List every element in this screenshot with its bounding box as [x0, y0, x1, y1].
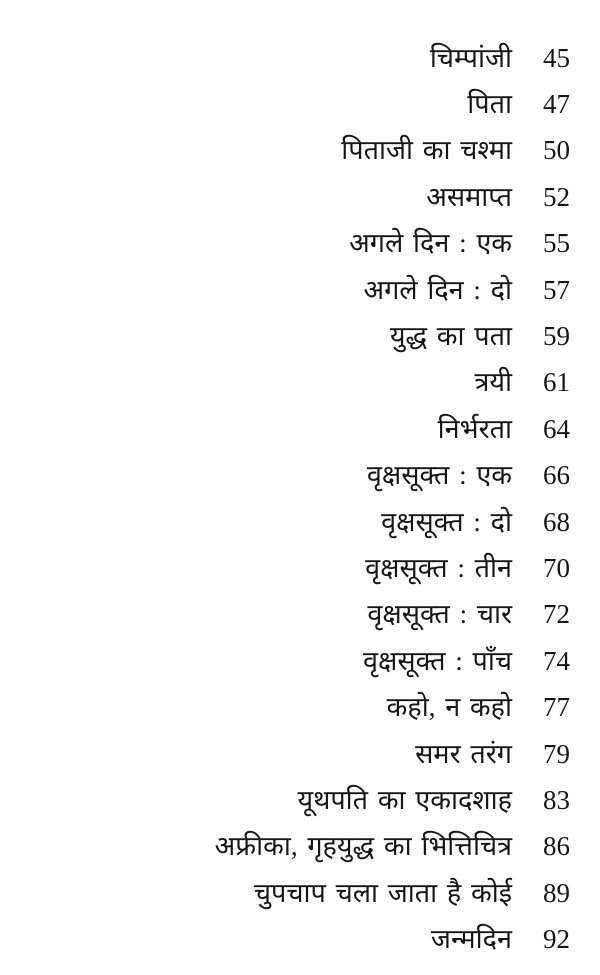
toc-entry-row: [0, 824, 600, 870]
toc-entry-title: अगले दिन : एक: [349, 228, 512, 259]
toc-entry-row: [0, 777, 600, 823]
toc-entry-title: त्रयी: [474, 367, 512, 398]
toc-entry-row: [0, 499, 600, 545]
toc-entry-page-number: 83: [543, 784, 570, 815]
toc-entry-page-number: 89: [543, 877, 570, 908]
toc-entry-title: जन्मदिन: [430, 924, 512, 955]
toc-entry-page-number: 52: [543, 181, 570, 212]
toc-entry-title: वृक्षसूक्त : चार: [367, 599, 512, 630]
toc-entry-title: यूथपति का एकादशाह: [297, 784, 512, 815]
toc-entry-page-number: 79: [543, 738, 570, 769]
toc-entry-row: [0, 360, 600, 406]
toc-entry-row: [0, 638, 600, 684]
toc-entry-page-number: 92: [543, 924, 570, 955]
toc-entry-row: [0, 592, 600, 638]
toc-entry-row: [0, 221, 600, 267]
toc-entry-title: अगले दिन : दो: [363, 274, 512, 305]
toc-entry-row: [0, 870, 600, 916]
toc-entry-page-number: 59: [543, 321, 570, 352]
toc-entry-row: [0, 313, 600, 359]
toc-entry-title: समर तरंग: [415, 738, 512, 769]
toc-entry-title: पिताजी का चश्मा: [341, 135, 512, 166]
toc-entry-title: निर्भरता: [437, 413, 512, 444]
toc-entry-row: [0, 174, 600, 220]
toc-entry-row: [0, 406, 600, 452]
toc-entry-row: [0, 128, 600, 174]
toc-list: [0, 35, 600, 963]
toc-entry-row: [0, 731, 600, 777]
toc-entry-title: वृक्षसूक्त : पाँच: [363, 645, 512, 676]
toc-entry-row: [0, 453, 600, 499]
toc-entry-page-number: 55: [543, 228, 570, 259]
toc-entry-page-number: 72: [543, 599, 570, 630]
toc-entry-title: युद्ध का पता: [389, 321, 512, 352]
toc-entry-title: अफ्रीका, गृहयुद्ध का भित्तिचित्र: [214, 831, 512, 862]
toc-entry-title: चिम्पांजी: [429, 42, 512, 73]
toc-entry-row: [0, 35, 600, 81]
toc-entry-title: वृक्षसूक्त : एक: [366, 460, 512, 491]
toc-entry-page-number: 68: [543, 506, 570, 537]
toc-entry-title: कहो, न कहो: [386, 692, 512, 723]
toc-entry-title: पिता: [467, 89, 512, 120]
toc-entry-row: [0, 267, 600, 313]
toc-entry-page-number: 50: [543, 135, 570, 166]
toc-entry-page-number: 45: [543, 42, 570, 73]
toc-entry-page-number: 77: [543, 692, 570, 723]
toc-entry-title: चुपचाप चला जाता है कोई: [253, 877, 512, 908]
toc-entry-page-number: 86: [543, 831, 570, 862]
toc-entry-page-number: 47: [543, 89, 570, 120]
toc-entry-row: [0, 545, 600, 591]
toc-entry-page-number: 74: [543, 645, 570, 676]
toc-entry-title: वृक्षसूक्त : दो: [381, 506, 512, 537]
toc-entry-page-number: 64: [543, 413, 570, 444]
toc-entry-row: [0, 81, 600, 127]
toc-entry-row: [0, 916, 600, 962]
toc-entry-page-number: 61: [543, 367, 570, 398]
toc-entry-row: [0, 684, 600, 730]
toc-entry-title: वृक्षसूक्त : तीन: [365, 552, 512, 583]
toc-entry-page-number: 66: [543, 460, 570, 491]
toc-entry-page-number: 57: [543, 274, 570, 305]
toc-entry-title: असमाप्त: [426, 181, 512, 212]
toc-entry-page-number: 70: [543, 552, 570, 583]
